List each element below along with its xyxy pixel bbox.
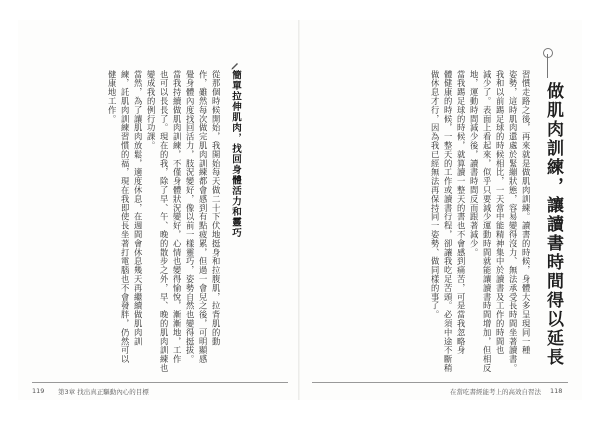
paragraph-line: 變成我的例行功課。 xyxy=(146,70,157,151)
footer-rule xyxy=(312,382,568,383)
paragraph-line: 姿勢，這時肌肉還處於緊繃狀態，容易變得沒力、無法承受長時間坐著讀書。 xyxy=(508,70,519,373)
paragraph-line: 健康地工作。 xyxy=(107,70,118,124)
paragraph-line: 覺身體內度找回活力，肢況變好，像以前一樣靈巧，姿勢自然也變得挺拔。 xyxy=(185,70,196,364)
chapter-title: 做肌肉訓練，讓讀書時間得以延長 xyxy=(543,82,563,367)
chapter-label: 第3章 找出真正驅動內心的目標 xyxy=(58,388,149,396)
paragraph-line: 地，運動時間減少後，讀書時間反而跟著減少。 xyxy=(469,70,480,257)
paragraph-line: 我和以前踢足球的時候相比，一天當中能精神集中於讀書及工作的時間也 xyxy=(495,70,506,355)
paragraph-line: 當然，為了讓肌肉放鬆，適度休息，在週間會休息幾天再繼續做肌肉訓 xyxy=(133,70,144,346)
paragraph-line: 從那個時候開始，我開始每天做二十下伏地挺身和拉腹肌，拉背肌的動 xyxy=(211,70,222,346)
paragraph-line: 減少了。表面上看起來，似乎只要減少運動時間就能讓讀書時間增加，但相反 xyxy=(482,70,493,373)
page-number: 119 xyxy=(32,387,45,395)
left-page xyxy=(18,20,300,400)
paragraph-line: 做休息才行，因為我已經無法再保持同一姿勢、做同樣的事了。 xyxy=(430,70,441,320)
footer-rule xyxy=(32,382,288,383)
paragraph-line: 當我持續做肌肉訓練，不僅身體狀況變好，心情也變得愉悅，漸漸地，工作 xyxy=(172,70,183,364)
section-subheading: 簡單拉伸肌肉，找回身體活力和靈巧 xyxy=(230,70,241,238)
page-number: 118 xyxy=(550,387,563,395)
bookmark-string xyxy=(547,54,548,78)
paragraph-line: 作，雖然每次做完肌肉訓練都會感到有點疲累，但過一會兒之後，可明顯感 xyxy=(198,70,209,364)
book-title-footer: 在當吃書經能考上的高效自習法 xyxy=(450,388,541,396)
pencil-icon xyxy=(230,60,240,70)
paragraph-line: 練，託肌肉訓練習慣的福，現在我即使長坐著打電腦也不會發胖，仍然可以 xyxy=(120,70,131,364)
right-page xyxy=(300,20,582,400)
paragraph-line: 也可以長長了。現在的我，除了早、午、晚的散步之外，早、晚的肌肉訓練也 xyxy=(159,70,170,373)
bookmark-ring xyxy=(543,48,553,58)
paragraph-line: 當我踢足球的時候，就算讀一整天的書也不會感到痛苦，可是當我忽略身 xyxy=(456,70,467,355)
paragraph-line: 體健康的時候，一整天的工作或讀書行程，卻讓我吃足苦頭。必須中途不斷稍 xyxy=(443,70,454,373)
paragraph-line: 習慣走路之後，再來就是做肌肉訓練。讀書的時候，身體大多呈現同一種 xyxy=(521,70,532,355)
book-spread xyxy=(18,20,582,400)
